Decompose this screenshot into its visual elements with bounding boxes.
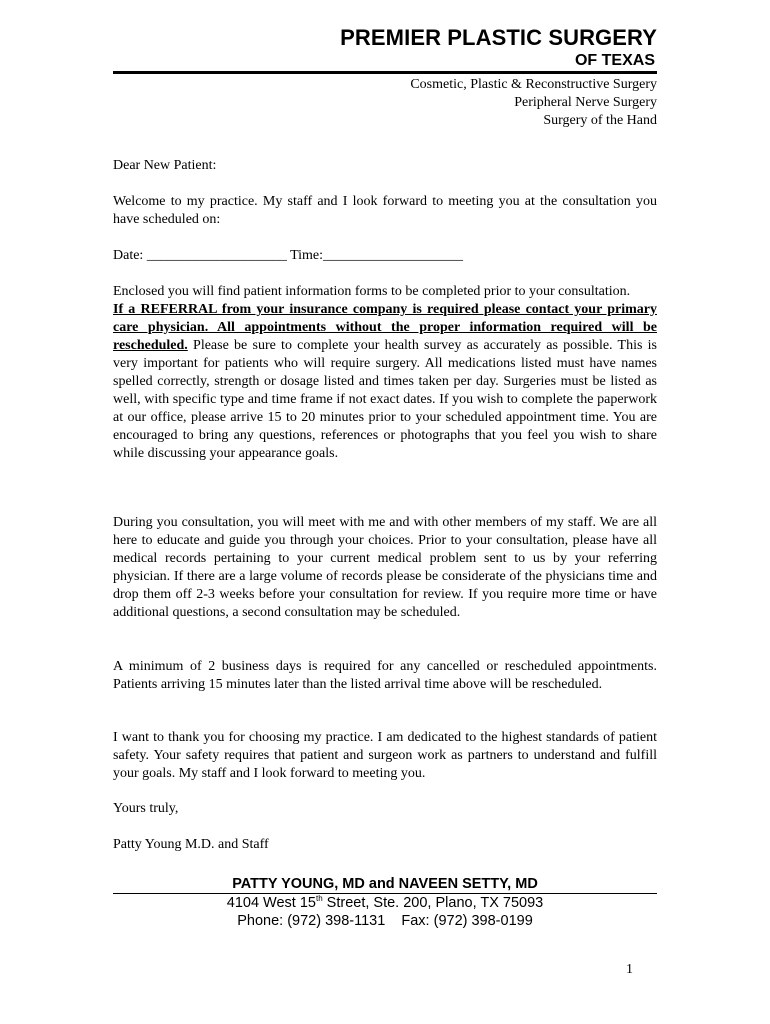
- referral-paragraph: [113, 301, 657, 463]
- referral-notice: If a REFERRAL from your insurance company is required please contact your primary care physician. All appointments without the proper information required will be rescheduled.: [113, 302, 657, 353]
- thanks-paragraph: I want to thank you for choosing my practice. I am dedicated to the highest standards of patient safety. Your safety requires that patient and surgeon work as partners to understand and fulfill your goals. My staff and I look forward to meeting you.: [113, 730, 657, 781]
- forms-paragraph: [113, 283, 657, 463]
- welcome-paragraph: Welcome to my practice. My staff and I look forward to meeting you at the consultation you have scheduled on:: [113, 194, 657, 227]
- page-number: 1: [626, 962, 633, 977]
- footer-address: [113, 894, 657, 912]
- address-ordinal: th: [315, 894, 323, 903]
- signature-line: Patty Young M.D. and Staff: [113, 837, 269, 852]
- enclosed-text: Enclosed you will find patient information forms to be completed prior to your consultation.: [113, 284, 631, 299]
- health-survey-text: Please be sure to complete your health survey as accurately as possible. This is very important for patients who will require surgery. All medications listed must have names spelled correctly, strength or dosage listed and times taken per day. Surgeries must be listed as well, with specific type and time frame if not exact dates. If you wish to complete the paperwork at our office, please arrive 15 to 20 minutes prior to your scheduled appointment time. You are encouraged to bring any questions, references or photographs that you feel you wish to share while discussing your appearance goals.: [113, 338, 657, 461]
- specialty-item: Surgery of the Hand: [543, 113, 657, 128]
- footer-doctors: PATTY YOUNG, MD and NAVEEN SETTY, MD: [232, 876, 538, 892]
- specialty-item: Cosmetic, Plastic & Reconstructive Surgery: [410, 77, 657, 92]
- cancellation-paragraph: A minimum of 2 business days is required for any cancelled or rescheduled appointments. Patients arriving 15 minutes later than the listed arrival time above will be rescheduled.: [113, 659, 657, 692]
- salutation: Dear New Patient:: [113, 158, 217, 173]
- specialty-item: Peripheral Nerve Surgery: [514, 95, 657, 110]
- letterhead-divider: [113, 71, 657, 74]
- letterhead-title: PREMIER PLASTIC SURGERY: [340, 25, 657, 50]
- address-prefix: 4104 West 15: [226, 895, 316, 911]
- consultation-paragraph: During you consultation, you will meet with me and with other members of my staff. We are all here to educate and guide you through your choices. Prior to your consultation, please have all medical records pertaining to your current medical problem sent to us by your referring physician. If there are a large volume of records please be considerate of the physicians time and drop them off 2-3 weeks before your consultation for review. If you require more time or have additional questions, a second consultation may be scheduled.: [113, 515, 657, 620]
- closing: Yours truly,: [113, 801, 179, 816]
- footer-phone-fax: Phone: (972) 398-1131 Fax: (972) 398-0199: [237, 913, 533, 929]
- address-suffix: Street, Ste. 200, Plano, TX 75093: [322, 895, 544, 911]
- specialties-list: [410, 76, 657, 130]
- letterhead-subtitle: OF TEXAS: [574, 52, 655, 69]
- date-time-line: Date: ____________________ Time:____________________: [113, 248, 464, 263]
